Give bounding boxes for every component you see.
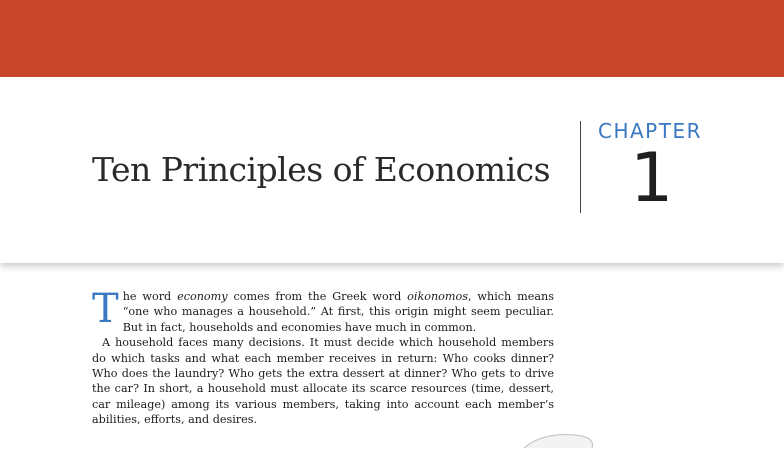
- chapter-label: CHAPTER: [598, 119, 702, 143]
- drop-cap: T: [92, 286, 119, 332]
- chapter-number: 1: [630, 139, 674, 218]
- illustration-fragment: [520, 430, 600, 450]
- paragraph-intro: [92, 286, 554, 335]
- intro-text-3: , which means “one who manages a household.” At first, this origin might seem peculiar. But in fact, households and economies have much in common.: [122, 290, 554, 334]
- chapter-body: [92, 286, 554, 428]
- intro-text-2: comes from the Greek word: [227, 290, 408, 303]
- title-divider: [580, 121, 581, 213]
- intro-term-economy: economy: [177, 290, 228, 303]
- chapter-title: Ten Principles of Economics: [92, 150, 551, 189]
- intro-text-1: he word: [122, 290, 178, 303]
- intro-term-oikonomos: oikonomos: [407, 290, 468, 303]
- top-color-band: [0, 0, 784, 77]
- paragraph-household: A household faces many decisions. It must decide which household members do which tasks and what each member receives in return: Who cooks dinner? Who does the laundry? Who gets the extra dessert at dinner? Who gets to drive the car? In short, a household must allocate its scarce resources (time, dessert, car mileage) among its various members, taking into account each member’s abilities, efforts, and desires.: [92, 336, 554, 427]
